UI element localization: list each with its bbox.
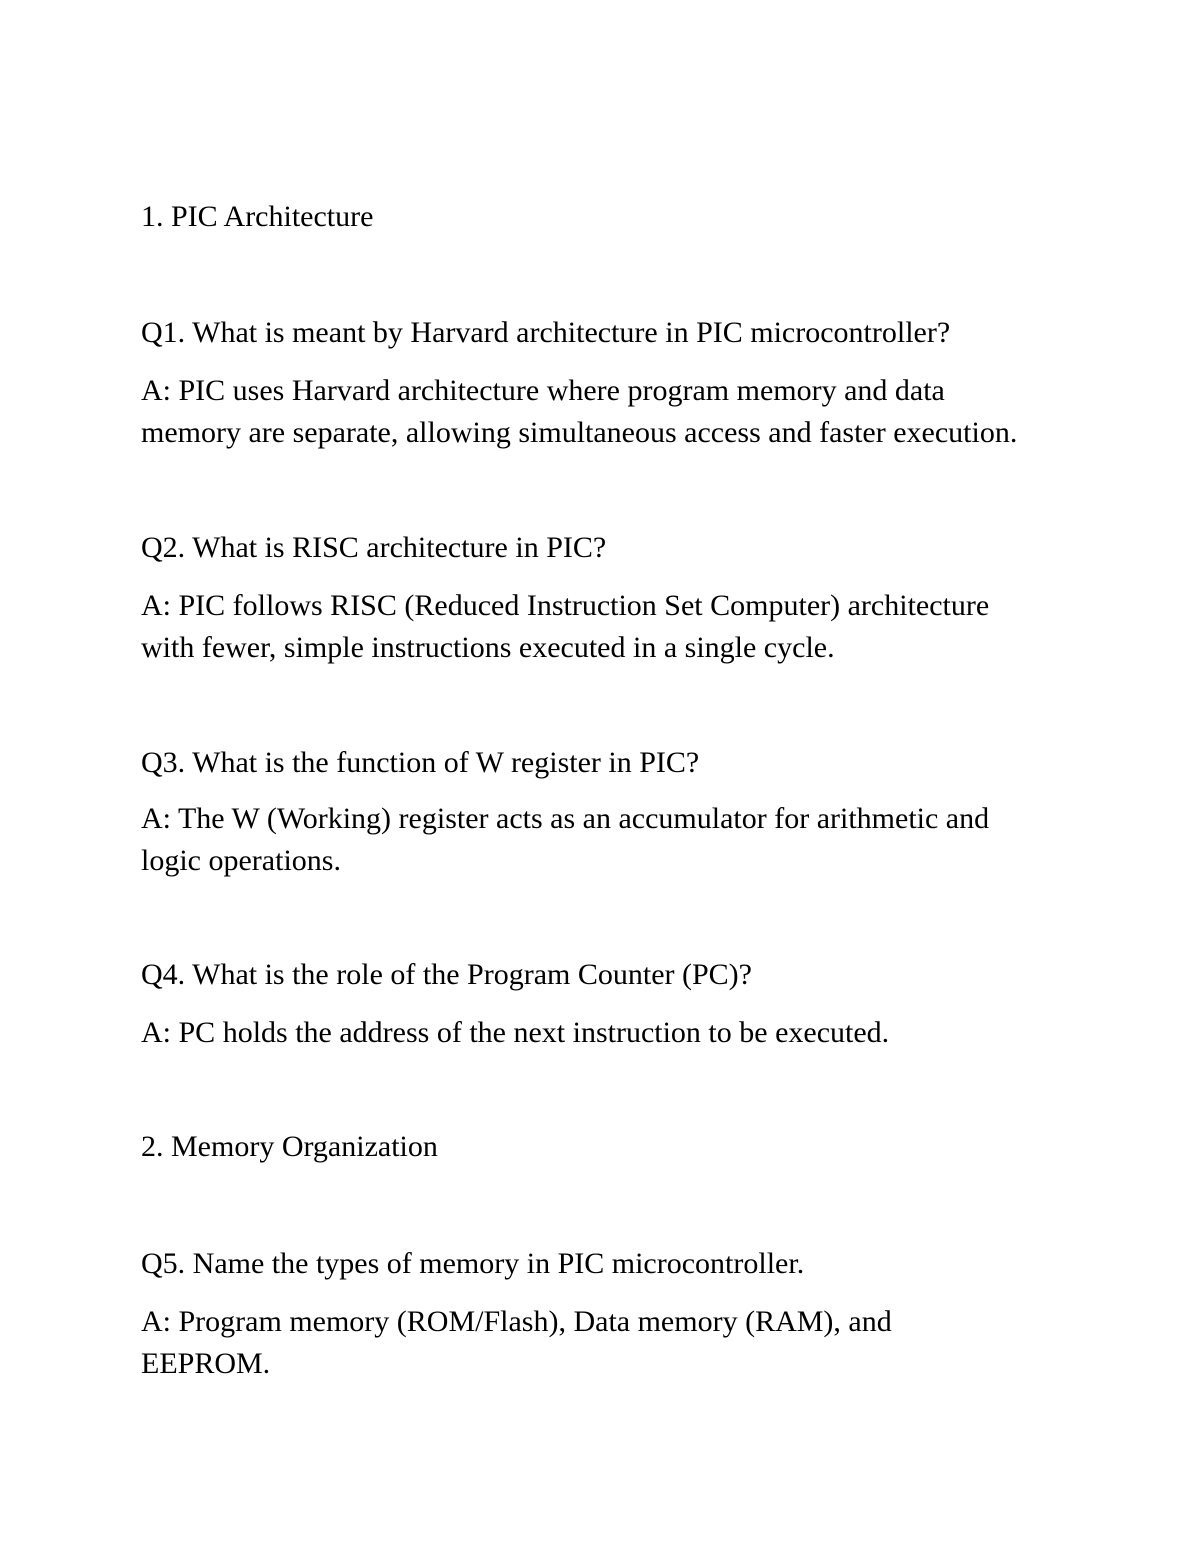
answer-q5-line-2: EEPROM. (141, 1347, 271, 1380)
answer-q3-line-2: logic operations. (141, 844, 341, 877)
question-q5: Q5. Name the types of memory in PIC microcontroller. (141, 1247, 805, 1280)
answer-q1-line-2: memory are separate, allowing simultaneous access and faster execution. (141, 416, 1018, 449)
question-q1: Q1. What is meant by Harvard architecture in PIC microcontroller? (141, 316, 951, 349)
answer-q1-line-1: A: PIC uses Harvard architecture where program memory and data (141, 374, 945, 407)
section-heading-memory-organization: 2. Memory Organization (141, 1130, 438, 1163)
question-q3: Q3. What is the function of W register in PIC? (141, 746, 700, 779)
question-q2: Q2. What is RISC architecture in PIC? (141, 531, 607, 564)
answer-q5-line-1: A: Program memory (ROM/Flash), Data memory (RAM), and (141, 1305, 892, 1338)
answer-q3-line-1: A: The W (Working) register acts as an accumulator for arithmetic and (141, 802, 990, 835)
answer-q2-line-2: with fewer, simple instructions executed in a single cycle. (141, 631, 835, 664)
answer-q4-line-1: A: PC holds the address of the next instruction to be executed. (141, 1016, 890, 1049)
answer-q2-line-1: A: PIC follows RISC (Reduced Instruction Set Computer) architecture (141, 589, 990, 622)
question-q4: Q4. What is the role of the Program Counter (PC)? (141, 958, 752, 991)
section-heading-pic-architecture: 1. PIC Architecture (141, 200, 374, 233)
